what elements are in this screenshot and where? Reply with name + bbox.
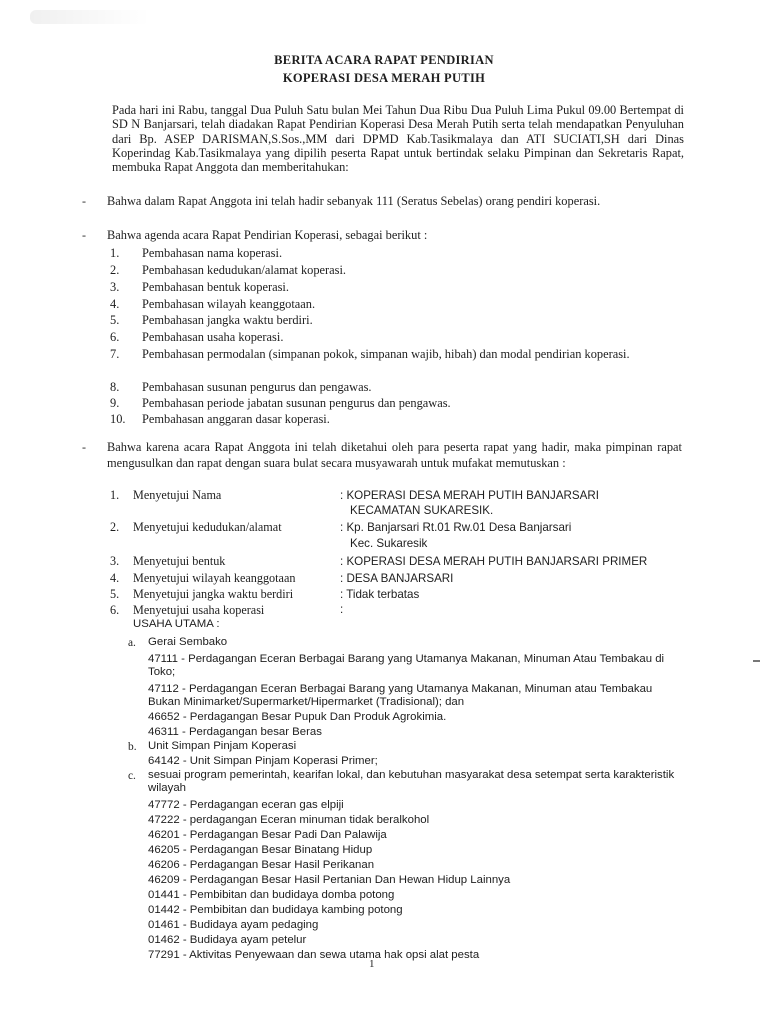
- agenda-item: Pembahasan bentuk koperasi.: [142, 280, 289, 294]
- agenda-number: 5.: [110, 313, 120, 327]
- decision-value: : DESA BANJARSARI: [340, 572, 454, 585]
- agenda-number: 2.: [110, 263, 120, 277]
- decision-label: Menyetujui wilayah keanggotaan: [133, 571, 296, 585]
- decision-number: 5.: [110, 587, 120, 601]
- kbli-item: 46205 - Perdagangan Besar Binatang Hidup: [148, 844, 373, 856]
- kbli-item: 01462 - Budidaya ayam petelur: [148, 934, 307, 946]
- kbli-item: 01461 - Budidaya ayam pedaging: [148, 919, 319, 931]
- agenda-number: 7.: [110, 347, 120, 361]
- decision-value: :: [340, 603, 344, 616]
- decision-value-cont: Kec. Sukaresik: [350, 537, 428, 550]
- kbli-item: 64142 - Unit Simpan Pinjam Koperasi Primer;: [148, 755, 378, 767]
- agenda-item: Pembahasan wilayah keanggotaan.: [142, 297, 316, 311]
- sub-title-gerai-sembako: Gerai Sembako: [148, 636, 228, 648]
- kbli-item: 01442 - Pembibitan dan budidaya kambing potong: [148, 904, 403, 916]
- agenda-item: Pembahasan anggaran dasar koperasi.: [142, 412, 330, 426]
- sub-letter-a: a.: [128, 637, 136, 649]
- kbli-item: 47772 - Perdagangan eceran gas elpiji: [148, 799, 344, 811]
- decision-value: : KOPERASI DESA MERAH PUTIH BANJARSARI PRIMER: [340, 555, 648, 568]
- decision-number: 1.: [110, 488, 120, 502]
- decision-label: Menyetujui Nama: [133, 488, 222, 502]
- dash-marker: -: [82, 440, 86, 454]
- agenda-item: Pembahasan usaha koperasi.: [142, 330, 284, 344]
- decision-label: Menyetujui jangka waktu berdiri: [133, 587, 294, 601]
- agenda-number: 1.: [110, 246, 120, 260]
- agenda-item: Pembahasan periode jabatan susunan pengurus dan pengawas.: [142, 396, 451, 410]
- sub-title-simpan-pinjam: Unit Simpan Pinjam Koperasi: [148, 740, 297, 752]
- agenda-item: Pembahasan permodalan (simpanan pokok, simpanan wajib, hibah) dan modal pendirian koperasi.: [142, 347, 630, 361]
- document-title-line2: KOPERASI DESA MERAH PUTIH: [282, 71, 486, 85]
- decision-number: 4.: [110, 571, 120, 585]
- agenda-number: 3.: [110, 280, 120, 294]
- decision-number: 3.: [110, 554, 120, 568]
- sub-letter-b: b.: [128, 741, 137, 753]
- bullet-decision-intro: Bahwa karena acara Rapat Anggota ini telah diketahui oleh para peserta rapat yang hadir, maka pimpinan rapat mengusulkan dan rapat dengan suara bulat secara musyawarah untuk mufakat memutuskan :: [107, 440, 682, 470]
- scan-smudge: [30, 10, 150, 24]
- agenda-item: Pembahasan jangka waktu berdiri.: [142, 313, 313, 327]
- decision-number: 2.: [110, 520, 120, 534]
- kbli-item: 77291 - Aktivitas Penyewaan dan sewa utama hak opsi alat pesta: [148, 949, 480, 961]
- scan-mark: [753, 660, 760, 662]
- kbli-item: 46206 - Perdagangan Besar Hasil Perikanan: [148, 859, 375, 871]
- decision-value: : Kp. Banjarsari Rt.01 Rw.01 Desa Banjarsari: [340, 521, 572, 534]
- usaha-utama-heading: USAHA UTAMA :: [133, 618, 220, 630]
- decision-value: : Tidak terbatas: [340, 588, 420, 601]
- kbli-item: 47112 - Perdagangan Eceran Berbagai Barang yang Utamanya Makanan, Minuman atau Tembakau Bukan Minimarket/Supermarket/Hipermarket (Tradisional); dan: [148, 683, 653, 709]
- agenda-number: 9.: [110, 396, 120, 410]
- decision-label: Menyetujui bentuk: [133, 554, 226, 568]
- agenda-number: 8.: [110, 380, 120, 394]
- decision-number: 6.: [110, 603, 120, 617]
- kbli-item: 46209 - Perdagangan Besar Hasil Pertanian Dan Hewan Hidup Lainnya: [148, 874, 511, 886]
- kbli-item: 46311 - Perdagangan besar Beras: [148, 726, 322, 738]
- kbli-item: 46201 - Perdagangan Besar Padi Dan Palawija: [148, 829, 387, 841]
- kbli-item: 01441 - Pembibitan dan budidaya domba potong: [148, 889, 395, 901]
- page-number: 1: [369, 958, 375, 970]
- dash-marker: -: [82, 194, 86, 208]
- agenda-number: 10.: [110, 412, 126, 426]
- agenda-number: 4.: [110, 297, 120, 311]
- decision-value-cont: KECAMATAN SUKARESIK.: [350, 504, 494, 517]
- bullet-agenda-intro: Bahwa agenda acara Rapat Pendirian Koperasi, sebagai berikut :: [107, 228, 428, 242]
- sub-letter-c: c.: [128, 770, 136, 782]
- kbli-item: 46652 - Perdagangan Besar Pupuk Dan Produk Agrokimia.: [148, 711, 447, 723]
- decision-value: : KOPERASI DESA MERAH PUTIH BANJARSARI: [340, 489, 599, 502]
- bullet-attendance: Bahwa dalam Rapat Anggota ini telah hadir sebanyak 111 (Seratus Sebelas) orang pendiri koperasi.: [107, 194, 601, 208]
- agenda-item: Pembahasan kedudukan/alamat koperasi.: [142, 263, 347, 277]
- document-title-line1: BERITA ACARA RAPAT PENDIRIAN: [274, 53, 494, 67]
- agenda-number: 6.: [110, 330, 120, 344]
- dash-marker: -: [82, 228, 86, 242]
- kbli-item: 47222 - perdagangan Eceran minuman tidak beralkohol: [148, 814, 430, 826]
- kbli-item: 47111 - Perdagangan Eceran Berbagai Barang yang Utamanya Makanan, Minuman Atau Tembakau di Toko;: [148, 653, 665, 679]
- intro-paragraph: Pada hari ini Rabu, tanggal Dua Puluh Satu bulan Mei Tahun Dua Ribu Dua Puluh Lima Pukul 09.00 Bertempat di SD N Banjarsari, telah diadakan Rapat Pendirian Koperasi Desa Merah Putih serta telah mendapatkan Penyuluhan dari Bp. ASEP DARISMAN,S.Sos.,MM dari DPMD Kab.Tasikmalaya dan ATI SUCIATI,SH dari Dinas Koperindag Kab.Tasikmalaya yang dipilih peserta Rapat untuk bertindak selaku Pimpinan dan Sekretaris Rapat, membuka Rapat Anggota dan memberitahukan:: [112, 103, 684, 175]
- sub-title-program: sesuai program pemerintah, kearifan lokal, dan kebutuhan masyarakat desa setempat serta karakteristik wilayah: [148, 769, 675, 795]
- decision-label: Menyetujui kedudukan/alamat: [133, 520, 282, 534]
- agenda-item: Pembahasan nama koperasi.: [142, 246, 283, 260]
- decision-label: Menyetujui usaha koperasi: [133, 603, 265, 617]
- agenda-item: Pembahasan susunan pengurus dan pengawas.: [142, 380, 372, 394]
